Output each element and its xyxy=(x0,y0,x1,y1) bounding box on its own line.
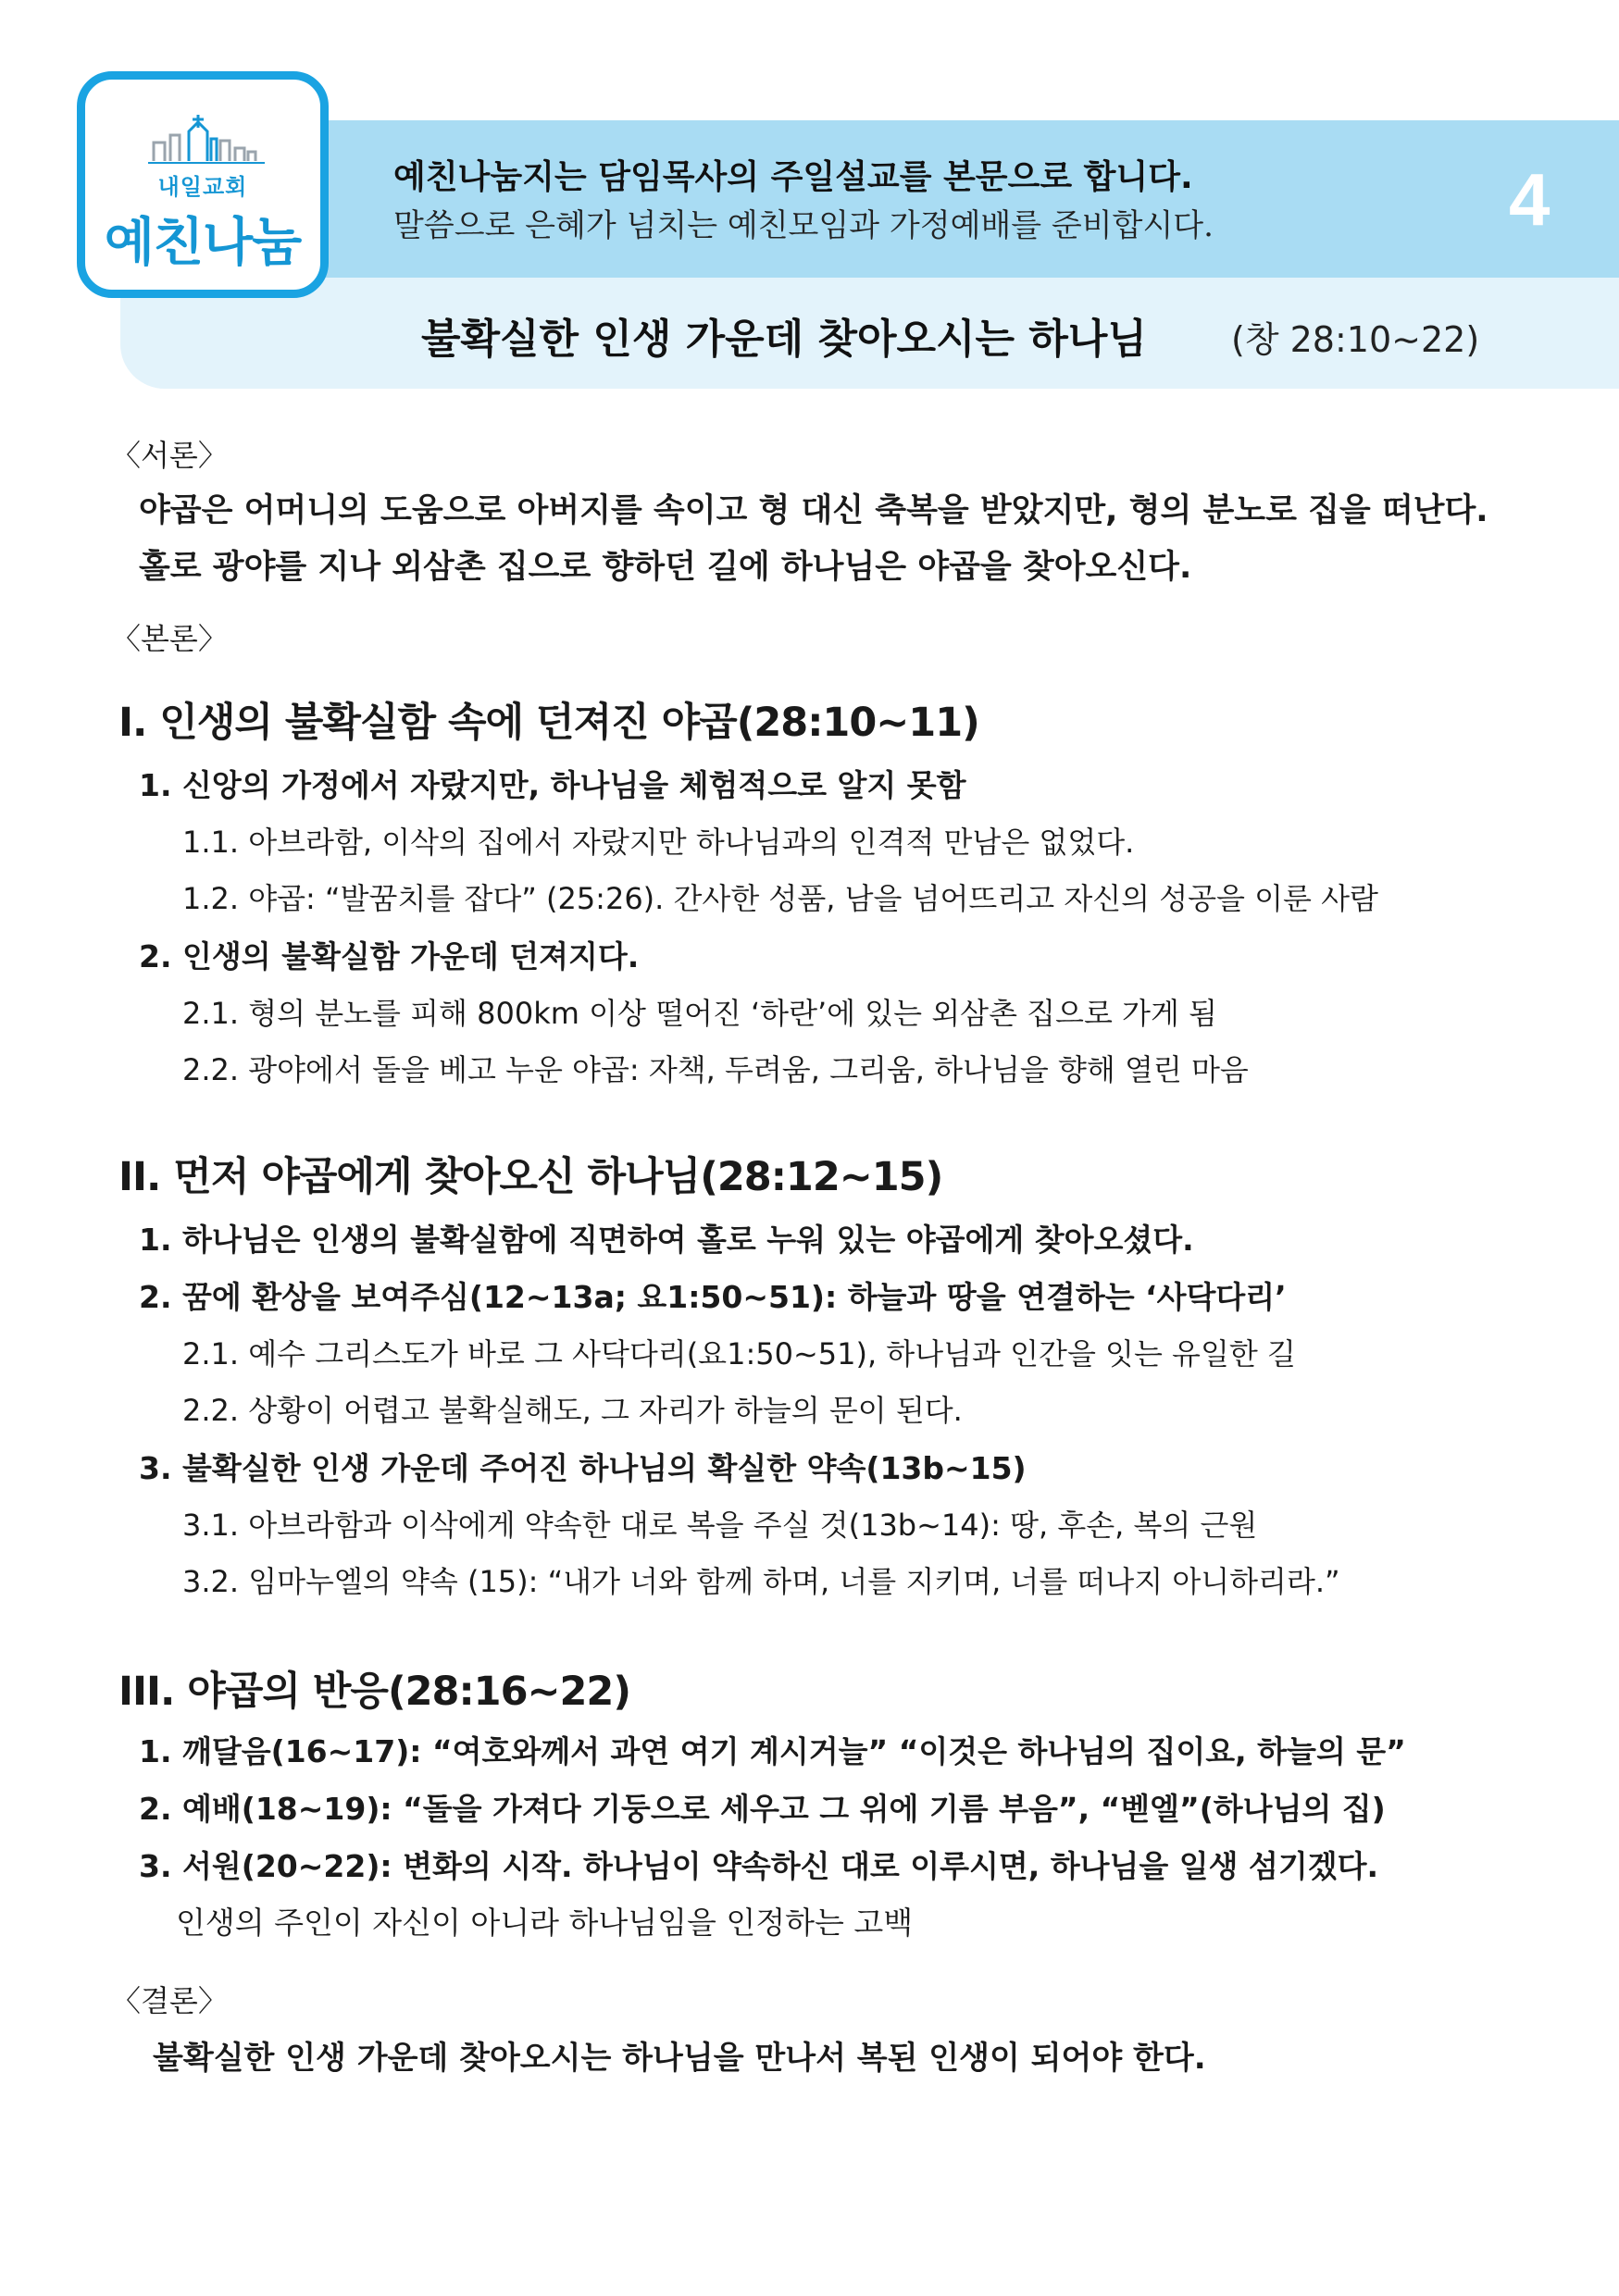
outline-item-continuation: 인생의 주인이 자신이 아니라 하나님임을 인정하는 고백 xyxy=(176,1905,914,1941)
church-skyline-icon xyxy=(146,115,267,167)
outline-subitem: 2.2. 광야에서 돌을 베고 누운 야곱: 자책, 두려움, 그리움, 하나님을 향해 열린 마음 xyxy=(182,1052,1249,1087)
conclusion-text: 불확실한 인생 가운데 찾아오시는 하나님을 만나서 복된 인생이 되어야 한다. xyxy=(153,2040,1206,2077)
outline-item: 1. 신앙의 가정에서 자랐지만, 하나님을 체험적으로 알지 못함 xyxy=(139,767,966,803)
logo xyxy=(77,71,329,298)
outline-item: 2. 꿈에 환상을 보여주심(12∼13a; 요1:50∼51): 하늘과 땅을 연결하는 ‘사닥다리’ xyxy=(139,1279,1287,1315)
outline-item: 3. 불확실한 인생 가운데 주어진 하나님의 확실한 약속(13b∼15) xyxy=(139,1450,1027,1486)
intro-line: 야곱은 어머니의 도움으로 아버지를 속이고 형 대신 축복을 받았지만, 형의 분노로 집을 떠난다. xyxy=(139,492,1488,529)
conclusion-label: 〈결론〉 xyxy=(111,1983,228,2018)
section-heading: II. 먼저 야곱에게 찾아오신 하나님(28:12~15) xyxy=(118,1154,943,1200)
outline-subitem: 3.1. 아브라함과 이삭에게 약속한 대로 복을 주실 것(13b∼14): 땅, 후손, 복의 근원 xyxy=(182,1508,1258,1543)
sermon-title: 불확실한 인생 가운데 찾아오시는 하나님 xyxy=(421,316,1147,363)
outline-subitem: 2.1. 형의 분노를 피해 800km 이상 떨어진 ‘하란’에 있는 외삼촌 집으로 가게 됨 xyxy=(182,996,1217,1031)
header-line-2: 말씀으로 은혜가 넘치는 예친모임과 가정예배를 준비합시다. xyxy=(393,207,1214,244)
section-heading: I. 인생의 불확실함 속에 던져진 야곱(28:10~11) xyxy=(118,700,979,746)
outline-subitem: 1.1. 아브라함, 이삭의 집에서 자랐지만 하나님과의 인격적 만남은 없었다. xyxy=(182,825,1135,860)
page-number: 4 xyxy=(1509,158,1551,241)
outline-subitem: 2.2. 상황이 어렵고 불확실해도, 그 자리가 하늘의 문이 된다. xyxy=(182,1393,963,1428)
outline-item: 3. 서원(20∼22): 변화의 시작. 하나님이 약속하신 대로 이루시면, 하나님을 일생 섬기겠다. xyxy=(139,1848,1379,1884)
header-band xyxy=(120,120,1619,278)
publication-title: 예친나눔 xyxy=(104,213,302,273)
intro-line: 홀로 광야를 지나 외삼촌 집으로 향하던 길에 하나님은 야곱을 찾아오신다. xyxy=(139,549,1192,586)
outline-subitem: 3.2. 임마누엘의 약속 (15): “내가 너와 함께 하며, 너를 지키며, 너를 떠나지 아니하리라.” xyxy=(182,1564,1340,1599)
outline-item: 1. 하나님은 인생의 불확실함에 직면하여 홀로 누워 있는 야곱에게 찾아오셨다. xyxy=(139,1222,1194,1258)
header-line-1: 예친나눔지는 담임목사의 주일설교를 본문으로 합니다. xyxy=(393,158,1193,196)
outline-item: 2. 인생의 불확실함 가운데 던져지다. xyxy=(139,938,640,974)
intro-label: 〈서론〉 xyxy=(111,438,228,473)
section-heading: III. 야곱의 반응(28:16~22) xyxy=(118,1669,631,1715)
sermon-reference: (창 28:10∼22) xyxy=(1231,319,1480,360)
body-label: 〈본론〉 xyxy=(111,621,228,656)
outline-item: 1. 깨달음(16∼17): “여호와께서 과연 여기 계시거늘” “이것은 하나님의 집이요, 하늘의 문” xyxy=(139,1733,1406,1769)
outline-subitem: 2.1. 예수 그리스도가 바로 그 사닥다리(요1:50∼51), 하나님과 인간을 잇는 유일한 길 xyxy=(182,1336,1296,1371)
outline-item: 2. 예배(18∼19): “돌을 가져다 기둥으로 세우고 그 위에 기름 부음”, “벧엘”(하나님의 집) xyxy=(139,1791,1386,1827)
outline-subitem: 1.2. 야곱: “발꿈치를 잡다” (25:26). 간사한 성품, 남을 넘어뜨리고 자신의 성공을 이룬 사람 xyxy=(182,881,1378,916)
church-name: 내일교회 xyxy=(157,174,248,200)
